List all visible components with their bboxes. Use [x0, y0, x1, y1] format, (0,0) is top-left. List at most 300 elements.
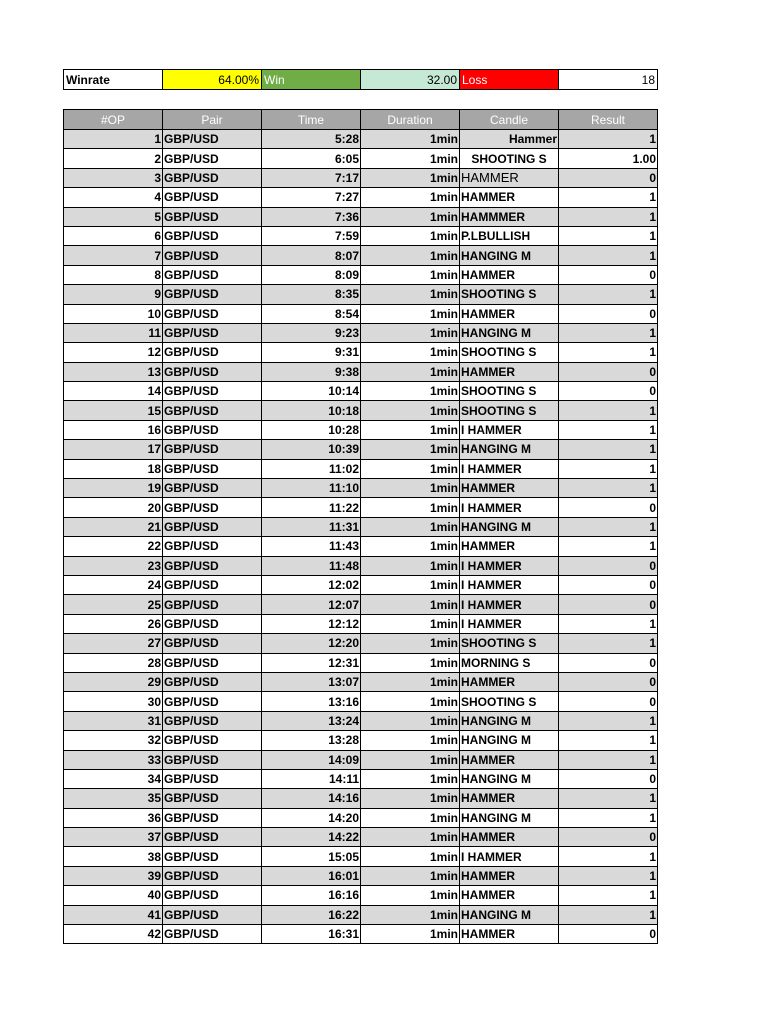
- table-row: [64, 343, 658, 362]
- duration-cell[interactable]: 1min: [361, 207, 460, 226]
- time-cell[interactable]: 8:35: [262, 285, 361, 304]
- table-row: [64, 711, 658, 730]
- table-row: [64, 498, 658, 517]
- candle-cell[interactable]: SHOOTING S: [460, 692, 559, 711]
- table-row: [64, 459, 658, 478]
- win-label[interactable]: Win: [262, 70, 361, 90]
- pair-cell[interactable]: GBP/USD: [163, 556, 262, 575]
- result-cell[interactable]: 1: [559, 440, 658, 459]
- duration-cell[interactable]: 1min: [361, 517, 460, 536]
- time-cell[interactable]: 10:14: [262, 382, 361, 401]
- pair-cell[interactable]: GBP/USD: [163, 925, 262, 944]
- pair-cell[interactable]: GBP/USD: [163, 188, 262, 207]
- op-cell[interactable]: 4: [64, 188, 163, 207]
- pair-cell[interactable]: GBP/USD: [163, 905, 262, 924]
- duration-cell[interactable]: 1min: [361, 401, 460, 420]
- candle-cell[interactable]: HAMMER: [460, 866, 559, 885]
- time-cell[interactable]: 12:31: [262, 653, 361, 672]
- pair-cell[interactable]: GBP/USD: [163, 168, 262, 187]
- result-cell[interactable]: 0: [559, 575, 658, 594]
- candle-cell[interactable]: HANGING M: [460, 905, 559, 924]
- result-cell[interactable]: 0: [559, 595, 658, 614]
- op-cell[interactable]: 34: [64, 769, 163, 788]
- op-cell[interactable]: 37: [64, 828, 163, 847]
- pair-cell[interactable]: GBP/USD: [163, 866, 262, 885]
- candle-cell[interactable]: HANGING M: [460, 731, 559, 750]
- pair-cell[interactable]: GBP/USD: [163, 246, 262, 265]
- time-cell[interactable]: 14:20: [262, 808, 361, 827]
- op-cell[interactable]: 42: [64, 925, 163, 944]
- duration-cell[interactable]: 1min: [361, 905, 460, 924]
- op-cell[interactable]: 39: [64, 866, 163, 885]
- result-cell[interactable]: 1: [559, 285, 658, 304]
- pair-cell[interactable]: GBP/USD: [163, 808, 262, 827]
- candle-cell[interactable]: HAMMER: [460, 886, 559, 905]
- pair-cell[interactable]: GBP/USD: [163, 459, 262, 478]
- candle-cell[interactable]: I HAMMER: [460, 575, 559, 594]
- time-cell[interactable]: 7:59: [262, 226, 361, 245]
- result-cell[interactable]: 1: [559, 207, 658, 226]
- op-cell[interactable]: 9: [64, 285, 163, 304]
- op-cell[interactable]: 23: [64, 556, 163, 575]
- pair-cell[interactable]: GBP/USD: [163, 382, 262, 401]
- time-cell[interactable]: 13:07: [262, 672, 361, 691]
- candle-cell[interactable]: HAMMER: [460, 672, 559, 691]
- op-cell[interactable]: 36: [64, 808, 163, 827]
- table-row: [64, 168, 658, 187]
- op-cell[interactable]: 33: [64, 750, 163, 769]
- result-cell[interactable]: 1: [559, 401, 658, 420]
- result-cell[interactable]: 1: [559, 847, 658, 866]
- time-cell[interactable]: 6:05: [262, 149, 361, 168]
- op-cell[interactable]: 11: [64, 323, 163, 342]
- table-row: [64, 265, 658, 284]
- table-row: [64, 808, 658, 827]
- duration-cell[interactable]: 1min: [361, 382, 460, 401]
- column-header-result[interactable]: Result: [559, 110, 658, 130]
- result-cell[interactable]: 1: [559, 246, 658, 265]
- result-cell[interactable]: 1: [559, 343, 658, 362]
- summary-table: [63, 69, 658, 90]
- candle-cell[interactable]: HAMMER: [460, 789, 559, 808]
- pair-cell[interactable]: GBP/USD: [163, 440, 262, 459]
- duration-cell[interactable]: 1min: [361, 575, 460, 594]
- pair-cell[interactable]: GBP/USD: [163, 731, 262, 750]
- pair-cell[interactable]: GBP/USD: [163, 130, 262, 149]
- duration-cell[interactable]: 1min: [361, 304, 460, 323]
- header-row: [64, 110, 658, 130]
- pair-cell[interactable]: GBP/USD: [163, 847, 262, 866]
- candle-cell[interactable]: HAMMER: [460, 265, 559, 284]
- op-cell[interactable]: 26: [64, 614, 163, 633]
- candle-cell[interactable]: HAMMER: [460, 479, 559, 498]
- time-cell[interactable]: 16:01: [262, 866, 361, 885]
- result-cell[interactable]: 1: [559, 905, 658, 924]
- op-cell[interactable]: 20: [64, 498, 163, 517]
- duration-cell[interactable]: 1min: [361, 692, 460, 711]
- op-cell[interactable]: 28: [64, 653, 163, 672]
- result-cell[interactable]: 0: [559, 769, 658, 788]
- table-row: [64, 517, 658, 536]
- op-cell[interactable]: 25: [64, 595, 163, 614]
- table-row: [64, 207, 658, 226]
- time-cell[interactable]: 11:02: [262, 459, 361, 478]
- op-cell[interactable]: 6: [64, 226, 163, 245]
- result-cell[interactable]: 1: [559, 886, 658, 905]
- table-row: [64, 401, 658, 420]
- op-cell[interactable]: 19: [64, 479, 163, 498]
- win-value[interactable]: 32.00: [361, 70, 460, 90]
- pair-cell[interactable]: GBP/USD: [163, 653, 262, 672]
- candle-cell[interactable]: Hammer: [460, 130, 559, 149]
- time-cell[interactable]: 14:09: [262, 750, 361, 769]
- candle-cell[interactable]: HAMMER: [460, 304, 559, 323]
- time-cell[interactable]: 10:28: [262, 420, 361, 439]
- time-cell[interactable]: 16:31: [262, 925, 361, 944]
- duration-cell[interactable]: 1min: [361, 343, 460, 362]
- result-cell[interactable]: 1: [559, 750, 658, 769]
- result-cell[interactable]: 1: [559, 479, 658, 498]
- pair-cell[interactable]: GBP/USD: [163, 265, 262, 284]
- result-cell[interactable]: 1.00: [559, 149, 658, 168]
- pair-cell[interactable]: GBP/USD: [163, 828, 262, 847]
- duration-cell[interactable]: 1min: [361, 828, 460, 847]
- time-cell[interactable]: 8:09: [262, 265, 361, 284]
- op-cell[interactable]: 3: [64, 168, 163, 187]
- time-cell[interactable]: 8:54: [262, 304, 361, 323]
- table-row: [64, 886, 658, 905]
- duration-cell[interactable]: 1min: [361, 188, 460, 207]
- pair-cell[interactable]: GBP/USD: [163, 304, 262, 323]
- time-cell[interactable]: 7:17: [262, 168, 361, 187]
- op-cell[interactable]: 18: [64, 459, 163, 478]
- table-row: [64, 382, 658, 401]
- op-cell[interactable]: 35: [64, 789, 163, 808]
- duration-cell[interactable]: 1min: [361, 556, 460, 575]
- op-cell[interactable]: 14: [64, 382, 163, 401]
- time-cell[interactable]: 14:16: [262, 789, 361, 808]
- result-cell[interactable]: 0: [559, 382, 658, 401]
- op-cell[interactable]: 32: [64, 731, 163, 750]
- pair-cell[interactable]: GBP/USD: [163, 789, 262, 808]
- pair-cell[interactable]: GBP/USD: [163, 769, 262, 788]
- loss-value[interactable]: 18: [559, 70, 658, 90]
- column-header-op[interactable]: #OP: [64, 110, 163, 130]
- result-cell[interactable]: 0: [559, 362, 658, 381]
- candle-cell[interactable]: HAMMER: [460, 168, 559, 187]
- duration-cell[interactable]: 1min: [361, 789, 460, 808]
- duration-cell[interactable]: 1min: [361, 479, 460, 498]
- duration-cell[interactable]: 1min: [361, 246, 460, 265]
- column-header-time[interactable]: Time: [262, 110, 361, 130]
- result-cell[interactable]: 1: [559, 866, 658, 885]
- op-cell[interactable]: 5: [64, 207, 163, 226]
- table-row: [64, 614, 658, 633]
- result-cell[interactable]: 1: [559, 808, 658, 827]
- candle-cell[interactable]: HAMMER: [460, 925, 559, 944]
- result-cell[interactable]: 0: [559, 168, 658, 187]
- result-cell[interactable]: 0: [559, 692, 658, 711]
- pair-cell[interactable]: GBP/USD: [163, 595, 262, 614]
- time-cell[interactable]: 11:48: [262, 556, 361, 575]
- op-cell[interactable]: 10: [64, 304, 163, 323]
- result-cell[interactable]: 1: [559, 188, 658, 207]
- table-row: [64, 537, 658, 556]
- table-row: [64, 789, 658, 808]
- duration-cell[interactable]: 1min: [361, 537, 460, 556]
- op-cell[interactable]: 38: [64, 847, 163, 866]
- table-row: [64, 479, 658, 498]
- time-cell[interactable]: 13:24: [262, 711, 361, 730]
- candle-cell[interactable]: I HAMMER: [460, 459, 559, 478]
- pair-cell[interactable]: GBP/USD: [163, 886, 262, 905]
- pair-cell[interactable]: GBP/USD: [163, 362, 262, 381]
- candle-cell[interactable]: HANGING M: [460, 323, 559, 342]
- duration-cell[interactable]: 1min: [361, 130, 460, 149]
- op-cell[interactable]: 8: [64, 265, 163, 284]
- candle-cell[interactable]: I HAMMER: [460, 498, 559, 517]
- op-cell[interactable]: 22: [64, 537, 163, 556]
- candle-cell[interactable]: HAMMER: [460, 750, 559, 769]
- result-cell[interactable]: 1: [559, 459, 658, 478]
- candle-cell[interactable]: HAMMER: [460, 362, 559, 381]
- op-cell[interactable]: 31: [64, 711, 163, 730]
- duration-cell[interactable]: 1min: [361, 149, 460, 168]
- result-cell[interactable]: 0: [559, 498, 658, 517]
- candle-cell[interactable]: SHOOTING S: [460, 634, 559, 653]
- duration-cell[interactable]: 1min: [361, 440, 460, 459]
- result-cell[interactable]: 0: [559, 265, 658, 284]
- candle-cell[interactable]: I HAMMER: [460, 420, 559, 439]
- pair-cell[interactable]: GBP/USD: [163, 711, 262, 730]
- loss-label[interactable]: Loss: [460, 70, 559, 90]
- table-row: [64, 188, 658, 207]
- op-cell[interactable]: 13: [64, 362, 163, 381]
- candle-cell[interactable]: HAMMMER: [460, 207, 559, 226]
- duration-cell[interactable]: 1min: [361, 750, 460, 769]
- candle-cell[interactable]: SHOOTING S: [460, 382, 559, 401]
- time-cell[interactable]: 11:10: [262, 479, 361, 498]
- op-cell[interactable]: 15: [64, 401, 163, 420]
- time-cell[interactable]: 15:05: [262, 847, 361, 866]
- pair-cell[interactable]: GBP/USD: [163, 343, 262, 362]
- duration-cell[interactable]: 1min: [361, 808, 460, 827]
- candle-cell[interactable]: SHOOTING S: [460, 401, 559, 420]
- pair-cell[interactable]: GBP/USD: [163, 401, 262, 420]
- candle-cell[interactable]: HANGING M: [460, 440, 559, 459]
- time-cell[interactable]: 8:07: [262, 246, 361, 265]
- pair-cell[interactable]: GBP/USD: [163, 479, 262, 498]
- table-row: [64, 304, 658, 323]
- column-header-candle[interactable]: Candle: [460, 110, 559, 130]
- table-row: [64, 556, 658, 575]
- op-cell[interactable]: 27: [64, 634, 163, 653]
- duration-cell[interactable]: 1min: [361, 769, 460, 788]
- table-row: [64, 420, 658, 439]
- candle-cell[interactable]: I HAMMER: [460, 556, 559, 575]
- table-row: [64, 246, 658, 265]
- time-cell[interactable]: 10:39: [262, 440, 361, 459]
- op-cell[interactable]: 40: [64, 886, 163, 905]
- result-cell[interactable]: 1: [559, 634, 658, 653]
- pair-cell[interactable]: GBP/USD: [163, 285, 262, 304]
- result-cell[interactable]: 1: [559, 517, 658, 536]
- duration-cell[interactable]: 1min: [361, 168, 460, 187]
- candle-cell[interactable]: HAMMER: [460, 537, 559, 556]
- duration-cell[interactable]: 1min: [361, 498, 460, 517]
- duration-cell[interactable]: 1min: [361, 925, 460, 944]
- result-cell[interactable]: 0: [559, 304, 658, 323]
- pair-cell[interactable]: GBP/USD: [163, 634, 262, 653]
- pair-cell[interactable]: GBP/USD: [163, 692, 262, 711]
- candle-cell[interactable]: HANGING M: [460, 711, 559, 730]
- op-cell[interactable]: 12: [64, 343, 163, 362]
- table-row: [64, 672, 658, 691]
- duration-cell[interactable]: 1min: [361, 886, 460, 905]
- duration-cell[interactable]: 1min: [361, 285, 460, 304]
- duration-cell[interactable]: 1min: [361, 653, 460, 672]
- candle-cell[interactable]: SHOOTING S: [460, 149, 559, 168]
- pair-cell[interactable]: GBP/USD: [163, 323, 262, 342]
- result-cell[interactable]: 1: [559, 226, 658, 245]
- result-cell[interactable]: 1: [559, 537, 658, 556]
- winrate-label[interactable]: Winrate: [64, 70, 163, 90]
- time-cell[interactable]: 11:22: [262, 498, 361, 517]
- result-cell[interactable]: 0: [559, 556, 658, 575]
- op-cell[interactable]: 29: [64, 672, 163, 691]
- table-row: [64, 323, 658, 342]
- op-cell[interactable]: 24: [64, 575, 163, 594]
- duration-cell[interactable]: 1min: [361, 614, 460, 633]
- op-cell[interactable]: 21: [64, 517, 163, 536]
- result-cell[interactable]: 1: [559, 130, 658, 149]
- candle-cell[interactable]: P.LBULLISH: [460, 226, 559, 245]
- duration-cell[interactable]: 1min: [361, 866, 460, 885]
- time-cell[interactable]: 5:28: [262, 130, 361, 149]
- duration-cell[interactable]: 1min: [361, 226, 460, 245]
- time-cell[interactable]: 12:07: [262, 595, 361, 614]
- op-cell[interactable]: 2: [64, 149, 163, 168]
- duration-cell[interactable]: 1min: [361, 672, 460, 691]
- op-cell[interactable]: 30: [64, 692, 163, 711]
- time-cell[interactable]: 9:38: [262, 362, 361, 381]
- table-row: [64, 362, 658, 381]
- table-row: [64, 847, 658, 866]
- candle-cell[interactable]: HANGING M: [460, 808, 559, 827]
- duration-cell[interactable]: 1min: [361, 265, 460, 284]
- candle-cell[interactable]: HANGING M: [460, 246, 559, 265]
- pair-cell[interactable]: GBP/USD: [163, 575, 262, 594]
- time-cell[interactable]: 12:20: [262, 634, 361, 653]
- time-cell[interactable]: 12:12: [262, 614, 361, 633]
- time-cell[interactable]: 11:43: [262, 537, 361, 556]
- duration-cell[interactable]: 1min: [361, 731, 460, 750]
- table-row: [64, 692, 658, 711]
- op-cell[interactable]: 16: [64, 420, 163, 439]
- pair-cell[interactable]: GBP/USD: [163, 517, 262, 536]
- duration-cell[interactable]: 1min: [361, 362, 460, 381]
- time-cell[interactable]: 16:16: [262, 886, 361, 905]
- pair-cell[interactable]: GBP/USD: [163, 672, 262, 691]
- pair-cell[interactable]: GBP/USD: [163, 420, 262, 439]
- op-cell[interactable]: 17: [64, 440, 163, 459]
- candle-cell[interactable]: I HAMMER: [460, 595, 559, 614]
- result-cell[interactable]: 0: [559, 925, 658, 944]
- candle-cell[interactable]: I HAMMER: [460, 614, 559, 633]
- table-row: [64, 731, 658, 750]
- pair-cell[interactable]: GBP/USD: [163, 149, 262, 168]
- time-cell[interactable]: 14:22: [262, 828, 361, 847]
- candle-cell[interactable]: HAMMER: [460, 188, 559, 207]
- result-cell[interactable]: 0: [559, 672, 658, 691]
- duration-cell[interactable]: 1min: [361, 420, 460, 439]
- pair-cell[interactable]: GBP/USD: [163, 226, 262, 245]
- summary-row: [64, 70, 658, 90]
- time-cell[interactable]: 12:02: [262, 575, 361, 594]
- time-cell[interactable]: 10:18: [262, 401, 361, 420]
- result-cell[interactable]: 1: [559, 789, 658, 808]
- column-header-duration[interactable]: Duration: [361, 110, 460, 130]
- result-cell[interactable]: 1: [559, 731, 658, 750]
- candle-cell[interactable]: I HAMMER: [460, 847, 559, 866]
- op-cell[interactable]: 7: [64, 246, 163, 265]
- table-row: [64, 634, 658, 653]
- pair-cell[interactable]: GBP/USD: [163, 750, 262, 769]
- table-row: [64, 828, 658, 847]
- table-row: [64, 130, 658, 149]
- table-row: [64, 769, 658, 788]
- time-cell[interactable]: 13:16: [262, 692, 361, 711]
- time-cell[interactable]: 7:27: [262, 188, 361, 207]
- time-cell[interactable]: 9:31: [262, 343, 361, 362]
- candle-cell[interactable]: HAMMER: [460, 828, 559, 847]
- time-cell[interactable]: 9:23: [262, 323, 361, 342]
- result-cell[interactable]: 0: [559, 653, 658, 672]
- candle-cell[interactable]: SHOOTING S: [460, 343, 559, 362]
- time-cell[interactable]: 16:22: [262, 905, 361, 924]
- time-cell[interactable]: 13:28: [262, 731, 361, 750]
- candle-cell[interactable]: MORNING S: [460, 653, 559, 672]
- duration-cell[interactable]: 1min: [361, 323, 460, 342]
- pair-cell[interactable]: GBP/USD: [163, 207, 262, 226]
- time-cell[interactable]: 11:31: [262, 517, 361, 536]
- trades-table: [63, 109, 658, 944]
- duration-cell[interactable]: 1min: [361, 459, 460, 478]
- table-row: [64, 440, 658, 459]
- result-cell[interactable]: 1: [559, 711, 658, 730]
- result-cell[interactable]: 1: [559, 420, 658, 439]
- duration-cell[interactable]: 1min: [361, 847, 460, 866]
- duration-cell[interactable]: 1min: [361, 634, 460, 653]
- result-cell[interactable]: 1: [559, 614, 658, 633]
- result-cell[interactable]: 0: [559, 828, 658, 847]
- candle-cell[interactable]: HANGING M: [460, 769, 559, 788]
- duration-cell[interactable]: 1min: [361, 595, 460, 614]
- time-cell[interactable]: 14:11: [262, 769, 361, 788]
- time-cell[interactable]: 7:36: [262, 207, 361, 226]
- winrate-value[interactable]: 64.00%: [163, 70, 262, 90]
- pair-cell[interactable]: GBP/USD: [163, 537, 262, 556]
- candle-cell[interactable]: SHOOTING S: [460, 285, 559, 304]
- duration-cell[interactable]: 1min: [361, 711, 460, 730]
- pair-cell[interactable]: GBP/USD: [163, 614, 262, 633]
- op-cell[interactable]: 41: [64, 905, 163, 924]
- candle-cell[interactable]: HANGING M: [460, 517, 559, 536]
- result-cell[interactable]: 1: [559, 323, 658, 342]
- column-header-pair[interactable]: Pair: [163, 110, 262, 130]
- op-cell[interactable]: 1: [64, 130, 163, 149]
- pair-cell[interactable]: GBP/USD: [163, 498, 262, 517]
